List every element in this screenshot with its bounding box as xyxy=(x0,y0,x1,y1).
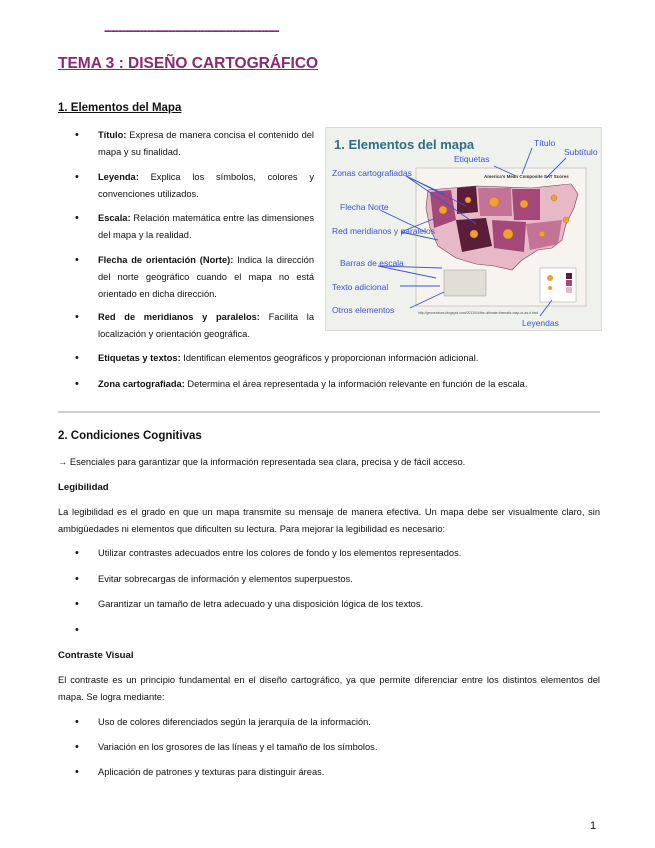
list-item-text: • Utilizar contrastes adecuados entre los colores de fondo y los elementos representados. xyxy=(98,548,462,558)
map-dot xyxy=(465,197,471,203)
item-text: Determina el área representada y la información relevante en función de la escala. xyxy=(187,379,528,389)
map-dot xyxy=(439,206,447,214)
map-dot xyxy=(539,231,545,237)
list-item xyxy=(78,350,608,367)
legend-swatch xyxy=(566,287,572,293)
list-item xyxy=(78,714,608,731)
section-heading-elementos: 1. Elementos del Mapa xyxy=(58,102,182,114)
list-item-text: • Variación en los grosores de las líneas y el tamaño de los símbolos. xyxy=(98,742,378,752)
item-text: Relación matemática entre las dimensiones del mapa y la realidad. xyxy=(98,213,314,240)
subheading-contraste: Contraste Visual xyxy=(58,650,134,661)
section-intro: → Esenciales para garantizar que la información representada sea clara, precisa y de fácil acceso. xyxy=(58,457,466,467)
map-elements-figure xyxy=(325,127,602,331)
label-subtitulo: Subtítulo xyxy=(564,147,598,157)
list-item-text: • Garantizar un tamaño de letra adecuado y una disposición lógica de los textos. xyxy=(98,599,424,609)
map-dot xyxy=(489,197,499,207)
page-number: 1 xyxy=(590,820,597,832)
label-red-text: Red meridianos y paralelos xyxy=(332,226,435,236)
list-item xyxy=(78,596,608,613)
paragraph-legibilidad: La legibilidad es el grado en que un mapa transmite su mensaje de manera efectiva. Un mapa debe ser visualmente claro, sin ambigüedades ni elementos que dificulten su lectura. Para mejorar la legibilidad es necesario: xyxy=(58,507,600,534)
list-item-text: • Evitar sobrecargas de información y elementos superpuestos. xyxy=(98,574,353,584)
item-term: Escala: xyxy=(98,213,131,223)
list-item xyxy=(78,571,608,588)
page-title: TEMA 3 : DISEÑO CARTOGRÁFICO xyxy=(58,55,319,72)
section-heading-condiciones: 2. Condiciones Cognitivas xyxy=(58,430,202,442)
list-item xyxy=(78,309,314,343)
map-dot xyxy=(520,200,528,208)
map-dot xyxy=(503,229,513,239)
map-dot xyxy=(470,230,478,238)
item-term: Zona cartografiada: xyxy=(98,379,185,389)
item-term: Etiquetas y textos: xyxy=(98,353,181,363)
list-item xyxy=(78,210,314,244)
map-dot xyxy=(551,195,557,201)
item-text: Indica la dirección del norte geográfico cuando el mapa no está orientado en dicha dirección. xyxy=(98,255,314,299)
map-title: America's Mean Composite SAT Scores xyxy=(484,174,569,179)
item-term: Título: xyxy=(98,130,127,140)
item-term: Leyenda: xyxy=(98,172,139,182)
inset-map xyxy=(444,270,486,296)
list-item xyxy=(78,545,608,562)
legend-dot xyxy=(548,286,552,290)
label-titulo: Título xyxy=(534,138,556,148)
label-flecha: Flecha Norte xyxy=(340,202,389,212)
label-etiquetas: Etiquetas xyxy=(454,154,490,164)
item-text: Facilita la localización y orientación geográfica. xyxy=(98,312,314,339)
map-dot xyxy=(563,217,569,223)
label-otros: Otros elementos xyxy=(332,305,395,315)
label-red xyxy=(332,226,435,236)
figure-url: http://geoservices.blogspot.com/2013/04/the-ultimate-thematic-map-or-as-it.html xyxy=(418,311,539,315)
paragraph-contraste: El contraste es un principio fundamental en el diseño cartográfico, ya que permite diferenciar entre los distintos elementos del mapa. Se logra mediante: xyxy=(58,675,600,702)
label-texto: Texto adicional xyxy=(332,282,389,292)
list-item-text: • Aplicación de patrones y texturas para distinguir áreas. xyxy=(98,767,325,777)
list-item xyxy=(78,376,608,393)
legend-dot xyxy=(547,275,553,281)
figure-heading: 1. Elementos del mapa xyxy=(334,137,475,152)
section-divider xyxy=(58,411,600,413)
subheading-legibilidad: Legibilidad xyxy=(58,482,109,493)
list-item xyxy=(78,169,314,203)
list-item xyxy=(78,739,608,756)
list-item xyxy=(78,127,314,161)
item-text: Explica los símbolos, colores y convenciones utilizados. xyxy=(98,172,314,199)
item-term: Flecha de orientación (Norte): xyxy=(98,255,234,265)
item-text: Expresa de manera concisa el contenido del mapa y su finalidad. xyxy=(98,130,315,157)
list-item xyxy=(78,252,314,303)
list-item xyxy=(78,764,608,781)
legend-swatch xyxy=(566,273,572,279)
label-zonas: Zonas cartografiadas xyxy=(332,168,412,178)
item-term: Red de meridianos y paralelos: xyxy=(98,312,260,322)
label-barras: Barras de escala xyxy=(340,258,404,268)
list-item-text: • Uso de colores diferenciados según la jerarquía de la información. xyxy=(98,717,371,727)
item-text: Identifican elementos geográficos y proporcionan información adicional. xyxy=(183,353,479,363)
header-dashes: ------------------------------------------------- xyxy=(104,22,279,38)
legend-swatch xyxy=(566,280,572,286)
label-leyendas: Leyendas xyxy=(522,318,559,328)
